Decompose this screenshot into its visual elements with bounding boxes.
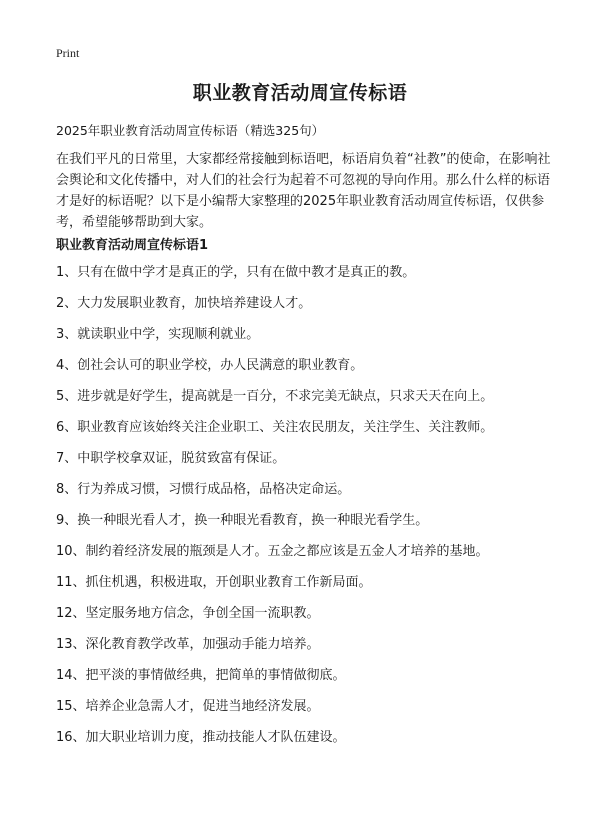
slogan-item: 10、制约着经济发展的瓶颈是人才。五金之都应该是五金人才培养的基地。	[56, 544, 489, 559]
article-subtitle: 2025年职业教育活动周宣传标语（精选325句）	[56, 123, 325, 138]
slogan-item: 12、坚定服务地方信念，争创全国一流职教。	[56, 606, 320, 621]
slogan-item: 5、进步就是好学生，提高就是一百分，不求完美无缺点，只求天天在向上。	[56, 389, 494, 404]
page-title: 职业教育活动周宣传标语	[192, 82, 408, 104]
slogan-item: 3、就读职业中学，实现顺利就业。	[56, 327, 260, 342]
slogan-item: 4、创社会认可的职业学校，办人民满意的职业教育。	[56, 358, 364, 373]
slogan-item: 6、职业教育应该始终关注企业职工、关注农民朋友，关注学生、关注教师。	[56, 420, 494, 435]
slogan-item: 8、行为养成习惯，习惯行成品格，品格决定命运。	[56, 482, 351, 497]
intro-paragraph: 在我们平凡的日常里，大家都经常接触到标语吧，标语肩负着“社教”的使命，在影响社会舆论和文化传播中，对人们的社会行为起着不可忽视的导向作用。那么什么样的标语才是好的标语呢？以下是小编帮大家整理的2025年职业教育活动周宣传标语，仅供参考，希望能够帮助到大家。	[56, 152, 551, 230]
slogan-item: 7、中职学校拿双证，脱贫致富有保证。	[56, 451, 286, 466]
slogan-item: 15、培养企业急需人才，促进当地经济发展。	[56, 699, 320, 714]
slogan-item: 11、抓住机遇，积极进取，开创职业教育工作新局面。	[56, 575, 372, 590]
slogan-item: 1、只有在做中学才是真正的学，只有在做中教才是真正的教。	[56, 265, 416, 280]
slogan-list	[56, 264, 576, 760]
slogan-item: 13、深化教育教学改革，加强动手能力培养。	[56, 637, 320, 652]
slogan-item: 14、把平淡的事情做经典，把简单的事情做彻底。	[56, 668, 346, 683]
slogan-item: 2、大力发展职业教育，加快培养建设人才。	[56, 296, 312, 311]
slogan-item: 9、换一种眼光看人才，换一种眼光看教育，换一种眼光看学生。	[56, 513, 429, 528]
print-link[interactable]: Print	[56, 46, 80, 60]
slogan-item: 16、加大职业培训力度，推动技能人才队伍建设。	[56, 730, 346, 745]
section-heading: 职业教育活动周宣传标语1	[56, 238, 209, 253]
